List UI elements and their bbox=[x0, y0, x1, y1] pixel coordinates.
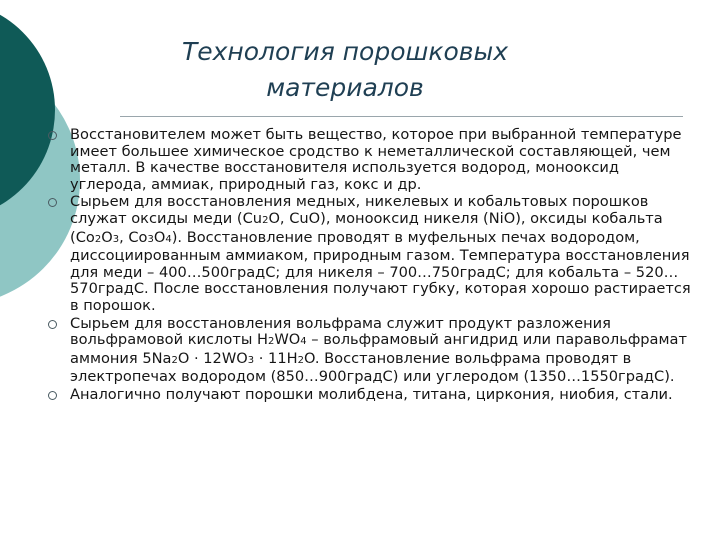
bullet-text: Сырьем для восстановления медных, никелевых и кобальтовых порошков служат оксиды меди (Cu bbox=[70, 193, 649, 227]
title-line-2: материалов bbox=[266, 73, 424, 102]
bullet-text: ). Восстановление проводят в муфельных печах водородом, диссоциированным аммиаком, природным газом. Температура восстановления для меди – 400…500градС; для никеля – 700…750градС; для кобальта – 520…570градС. После восстановления получают губку, которая хорошо растирается в порошок. bbox=[70, 228, 691, 314]
bullet-circle-icon bbox=[48, 320, 57, 329]
subscript: 3 bbox=[247, 354, 255, 366]
bullet-text: · 11H bbox=[254, 349, 298, 367]
bullet-text: Аналогично получают порошки молибдена, титана, циркония, ниобия, стали. bbox=[70, 385, 673, 403]
bullet-text: WO bbox=[274, 331, 301, 349]
bullet-item-2 bbox=[48, 194, 698, 314]
bullet-text: Восстановителем может быть вещество, которое при выбранной температуре имеет большее химическое сродство к неметаллической составляющей, чем металл. В качестве восстановителя используется водород, монооксид углерода, аммиак, природный газ, кокс и др. bbox=[70, 126, 682, 193]
bullet-text: O bbox=[153, 228, 166, 246]
subscript: 2 bbox=[171, 354, 178, 366]
subscript: 3 bbox=[147, 233, 154, 245]
subscript: 2 bbox=[267, 336, 275, 348]
bullet-text: O bbox=[101, 228, 113, 246]
title-divider bbox=[120, 116, 683, 117]
subscript: 4 bbox=[165, 233, 172, 245]
bullet-item-1 bbox=[48, 127, 698, 193]
slide-title bbox=[180, 34, 510, 106]
bullet-text: O · 12WO bbox=[177, 349, 248, 367]
subscript: 4 bbox=[300, 336, 307, 348]
bullet-list bbox=[48, 127, 698, 405]
bullet-item-3 bbox=[48, 316, 698, 386]
bullet-text: Сырьем для восстановления вольфрама служит продукт разложения вольфрамовой кислоты H bbox=[70, 314, 611, 349]
subscript: 2 bbox=[262, 214, 269, 226]
subscript: 2 bbox=[94, 233, 102, 245]
bullet-text: – вольфрамовый ангидрид или паравольфрамат аммония 5Na bbox=[70, 331, 687, 367]
bullet-text: O, CuO), монооксид никеля (NiO), оксиды кобальта (Co bbox=[70, 209, 663, 246]
subscript: 3 bbox=[112, 233, 120, 245]
title-line-1: Технология порошковых bbox=[181, 37, 509, 66]
bullet-text: O. Восстановление вольфрама проводят в электропечах водородом (850…900градС) или углеродом (1350…1550градС). bbox=[70, 349, 675, 386]
bullet-circle-icon bbox=[48, 131, 57, 140]
bullet-text: , Co bbox=[119, 228, 148, 246]
bullet-circle-icon bbox=[48, 198, 57, 207]
subscript: 2 bbox=[297, 354, 304, 366]
bullet-circle-icon bbox=[48, 391, 57, 400]
bullet-item-4 bbox=[48, 387, 698, 404]
